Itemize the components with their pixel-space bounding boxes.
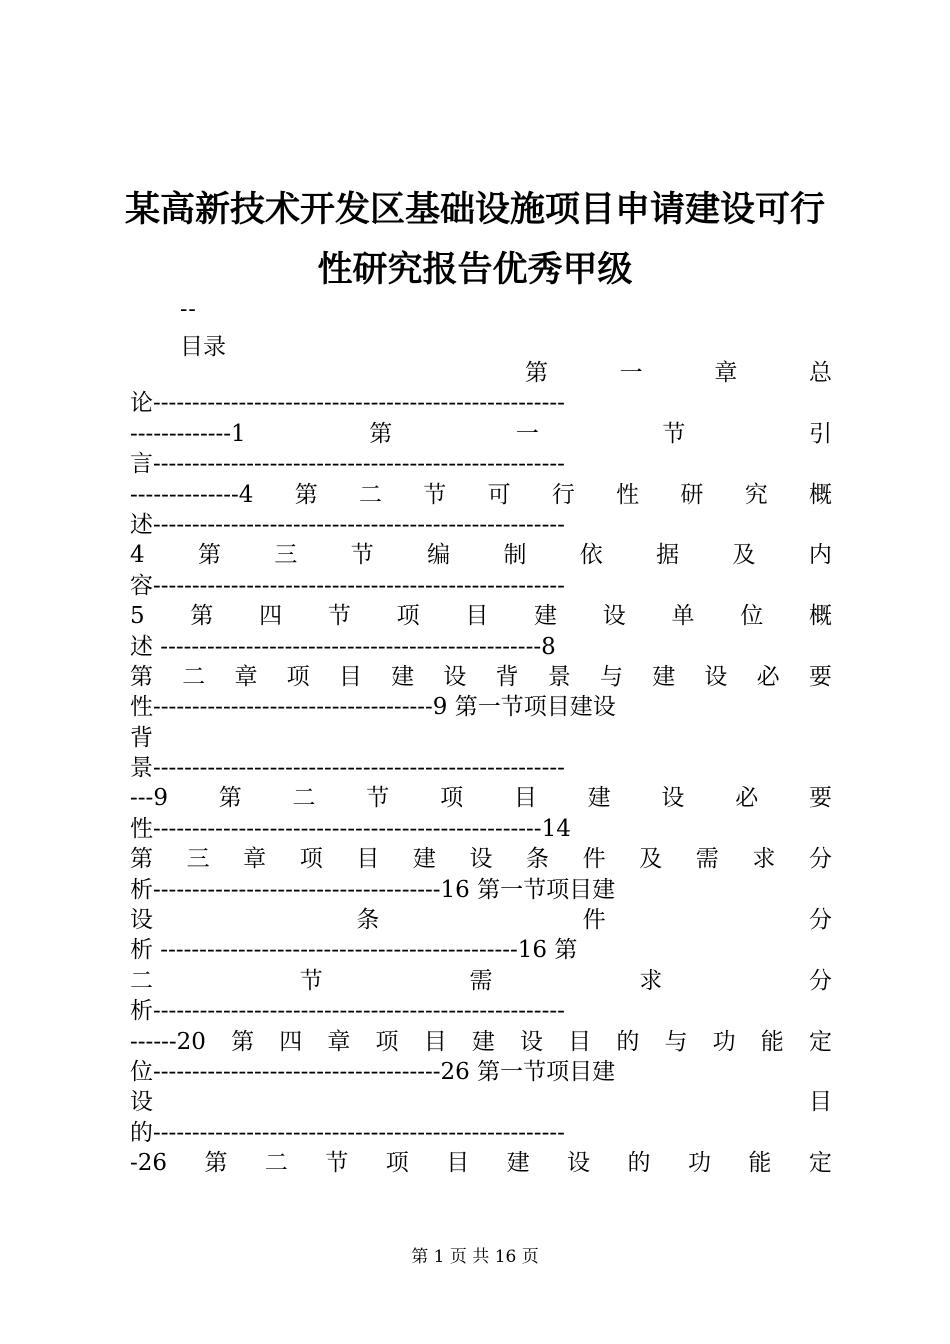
toc-text: 件 — [582, 907, 606, 934]
toc-text: 第 — [204, 1150, 228, 1177]
toc-text: 的 — [616, 1028, 640, 1055]
toc-text: 一 — [619, 360, 643, 386]
toc-text: 研 — [680, 481, 704, 508]
toc-text: 条 — [356, 907, 380, 934]
toc-text: 项 — [396, 603, 420, 630]
separator-dashes: -- — [180, 297, 197, 322]
toc-text: 性--------------------------------------------------14 — [130, 815, 571, 842]
toc-text: 的 — [627, 1150, 651, 1177]
toc-text: 析-------------------------------------16 第一节项目建 — [130, 876, 616, 903]
toc-text: 需 — [695, 846, 719, 873]
toc-text: 节 — [325, 1150, 349, 1177]
toc-text: 四 — [259, 603, 283, 630]
toc-line — [130, 1148, 832, 1178]
toc-line — [130, 723, 832, 753]
toc-text: 三 — [186, 846, 210, 873]
toc-text: 项 — [299, 846, 323, 873]
toc-text: 建 — [506, 1150, 530, 1177]
toc-line — [130, 905, 832, 935]
toc-text: 容----------------------------------------------------- — [130, 572, 565, 599]
toc-text: 目 — [446, 1150, 470, 1177]
document-title-line-2: 性研究报告优秀甲级 — [317, 249, 633, 290]
toc-line — [130, 632, 832, 662]
toc-text: 性------------------------------------9 第一节项目建设 — [130, 694, 616, 721]
toc-text: 概 — [808, 481, 832, 508]
toc-text: 必 — [735, 785, 759, 812]
toc-line — [130, 1057, 832, 1087]
toc-text: 4 — [130, 542, 145, 569]
toc-text: 据 — [656, 542, 680, 569]
toc-text: 项 — [440, 785, 464, 812]
toc-text: 第 — [130, 663, 153, 690]
toc-text: 性 — [616, 481, 640, 508]
toc-text: 位 — [740, 603, 764, 630]
toc-text: 求 — [639, 967, 663, 994]
toc-line — [130, 662, 832, 692]
toc-text: 设 — [602, 603, 626, 630]
toc-text: 目 — [338, 663, 362, 690]
toc-text: 析 ----------------------------------------------16 第 — [130, 937, 578, 964]
toc-text: 的----------------------------------------------------- — [130, 1119, 565, 1146]
toc-text: 目 — [809, 1089, 832, 1116]
toc-text: 项 — [375, 1028, 399, 1055]
toc-text: 节 — [327, 603, 351, 630]
toc-line — [130, 510, 832, 540]
toc-line — [130, 783, 832, 813]
toc-text: 二 — [292, 785, 316, 812]
toc-line — [130, 419, 832, 449]
toc-text: 及 — [639, 846, 663, 873]
toc-text: 设 — [520, 1028, 543, 1055]
toc-text: 及 — [732, 542, 756, 569]
toc-text: 第 — [231, 1028, 255, 1055]
toc-text: -------------1 — [130, 420, 246, 447]
toc-text: 功 — [687, 1150, 711, 1177]
toc-text: 设 — [469, 846, 493, 873]
toc-text: 设 — [130, 907, 153, 934]
toc-line — [130, 571, 832, 601]
toc-text: 景 — [547, 663, 571, 690]
toc-text: -26 — [130, 1150, 168, 1177]
toc-text: 第 — [198, 542, 221, 569]
toc-text: 分 — [808, 907, 832, 934]
toc-text: 件 — [582, 846, 606, 873]
toc-text: 述----------------------------------------------------- — [130, 511, 565, 538]
toc-text: 节 — [662, 420, 686, 447]
toc-line — [130, 1087, 832, 1117]
toc-text: 第 — [130, 846, 153, 873]
toc-line — [130, 358, 832, 388]
toc-text: 背 — [495, 663, 519, 690]
toc-line — [130, 1027, 832, 1057]
toc-text: 建 — [652, 663, 676, 690]
toc-text: 节 — [350, 542, 374, 569]
toc-line — [130, 692, 832, 722]
toc-text: 析----------------------------------------------------- — [130, 998, 565, 1025]
table-of-contents — [130, 358, 832, 1179]
page-footer: 第 1 页 共 16 页 — [411, 1247, 539, 1267]
toc-text: 章 — [243, 846, 267, 873]
toc-text: 章 — [714, 360, 738, 386]
toc-text: 行 — [551, 481, 575, 508]
toc-text: 目 — [356, 846, 380, 873]
toc-text: 目 — [465, 603, 489, 630]
toc-line — [130, 844, 832, 874]
toc-text: 究 — [744, 481, 768, 508]
toc-text: 言----------------------------------------------------- — [130, 451, 565, 478]
toc-line — [130, 814, 832, 844]
toc-text: 制 — [503, 542, 527, 569]
toc-line — [130, 480, 832, 510]
toc-text: 能 — [748, 1150, 772, 1177]
toc-text: 建 — [412, 846, 436, 873]
toc-text: 节 — [366, 785, 390, 812]
toc-line — [130, 449, 832, 479]
toc-text: 与 — [599, 663, 623, 690]
document-title-line-1: 某高新技术开发区基础设施项目申请建设可行 — [124, 189, 825, 230]
toc-text: 单 — [671, 603, 695, 630]
toc-line — [130, 875, 832, 905]
toc-text: 与 — [664, 1028, 688, 1055]
toc-text: 述 -------------------------------------------------8 — [130, 633, 556, 660]
toc-text: 项 — [385, 1150, 409, 1177]
toc-text: 第 — [190, 603, 214, 630]
toc-text: 二 — [130, 967, 153, 994]
toc-text: 定 — [808, 1028, 832, 1055]
toc-text: 概 — [808, 603, 832, 630]
toc-heading: 目录 — [180, 334, 226, 360]
toc-text: 论----------------------------------------------------- — [130, 390, 565, 417]
toc-text: 要 — [808, 785, 832, 812]
toc-line — [130, 540, 832, 570]
toc-line — [130, 601, 832, 631]
toc-text: 5 — [130, 603, 145, 630]
toc-text: 可 — [487, 481, 511, 508]
toc-text: 设 — [704, 663, 728, 690]
toc-text: 编 — [427, 542, 451, 569]
toc-line — [130, 388, 832, 418]
toc-text: 景----------------------------------------------------- — [130, 755, 565, 782]
toc-line — [130, 753, 832, 783]
toc-text: 位-------------------------------------26 第一节项目建 — [130, 1058, 616, 1085]
toc-text: 条 — [526, 846, 550, 873]
toc-text: 目 — [513, 785, 537, 812]
toc-text: 章 — [234, 663, 258, 690]
toc-text: 四 — [279, 1028, 303, 1055]
toc-text: ------20 — [130, 1028, 206, 1055]
toc-text: 内 — [808, 542, 832, 569]
toc-text: 设 — [443, 663, 467, 690]
toc-text: 功 — [712, 1028, 736, 1055]
toc-line — [130, 1118, 832, 1148]
toc-text: 第 — [525, 360, 548, 386]
toc-text: 建 — [391, 663, 415, 690]
toc-text: --------------4 — [130, 481, 254, 508]
toc-text: 设 — [130, 1089, 153, 1116]
toc-text: 必 — [756, 663, 780, 690]
toc-text: 第 — [369, 420, 393, 447]
toc-text: 目 — [568, 1028, 592, 1055]
toc-text: 能 — [760, 1028, 784, 1055]
toc-text: 引 — [808, 420, 832, 447]
toc-text: 第 — [218, 785, 242, 812]
toc-text: 分 — [808, 846, 832, 873]
toc-text: 建 — [534, 603, 558, 630]
toc-text: 二 — [264, 1150, 288, 1177]
toc-text: 设 — [567, 1150, 591, 1177]
toc-text: 建 — [471, 1028, 495, 1055]
toc-text: 目 — [423, 1028, 447, 1055]
toc-text: ---9 — [130, 785, 168, 812]
toc-text: 一 — [515, 420, 539, 447]
toc-text: 总 — [808, 360, 832, 386]
toc-text: 建 — [587, 785, 611, 812]
toc-text: 设 — [661, 785, 685, 812]
toc-text: 定 — [808, 1150, 832, 1177]
toc-text: 第 — [294, 481, 318, 508]
toc-text: 章 — [327, 1028, 351, 1055]
toc-text: 二 — [359, 481, 382, 508]
toc-text: 需 — [469, 967, 493, 994]
toc-text: 分 — [809, 967, 832, 994]
toc-text: 节 — [423, 481, 447, 508]
toc-line — [130, 966, 832, 996]
toc-line — [130, 996, 832, 1026]
toc-line — [130, 935, 832, 965]
toc-text: 依 — [579, 542, 603, 569]
toc-text: 背 — [130, 724, 153, 751]
toc-text: 节 — [299, 967, 323, 994]
toc-text: 二 — [182, 663, 206, 690]
toc-text: 项 — [286, 663, 310, 690]
toc-text: 三 — [274, 542, 298, 569]
toc-text: 求 — [752, 846, 776, 873]
toc-text: 要 — [808, 663, 832, 690]
